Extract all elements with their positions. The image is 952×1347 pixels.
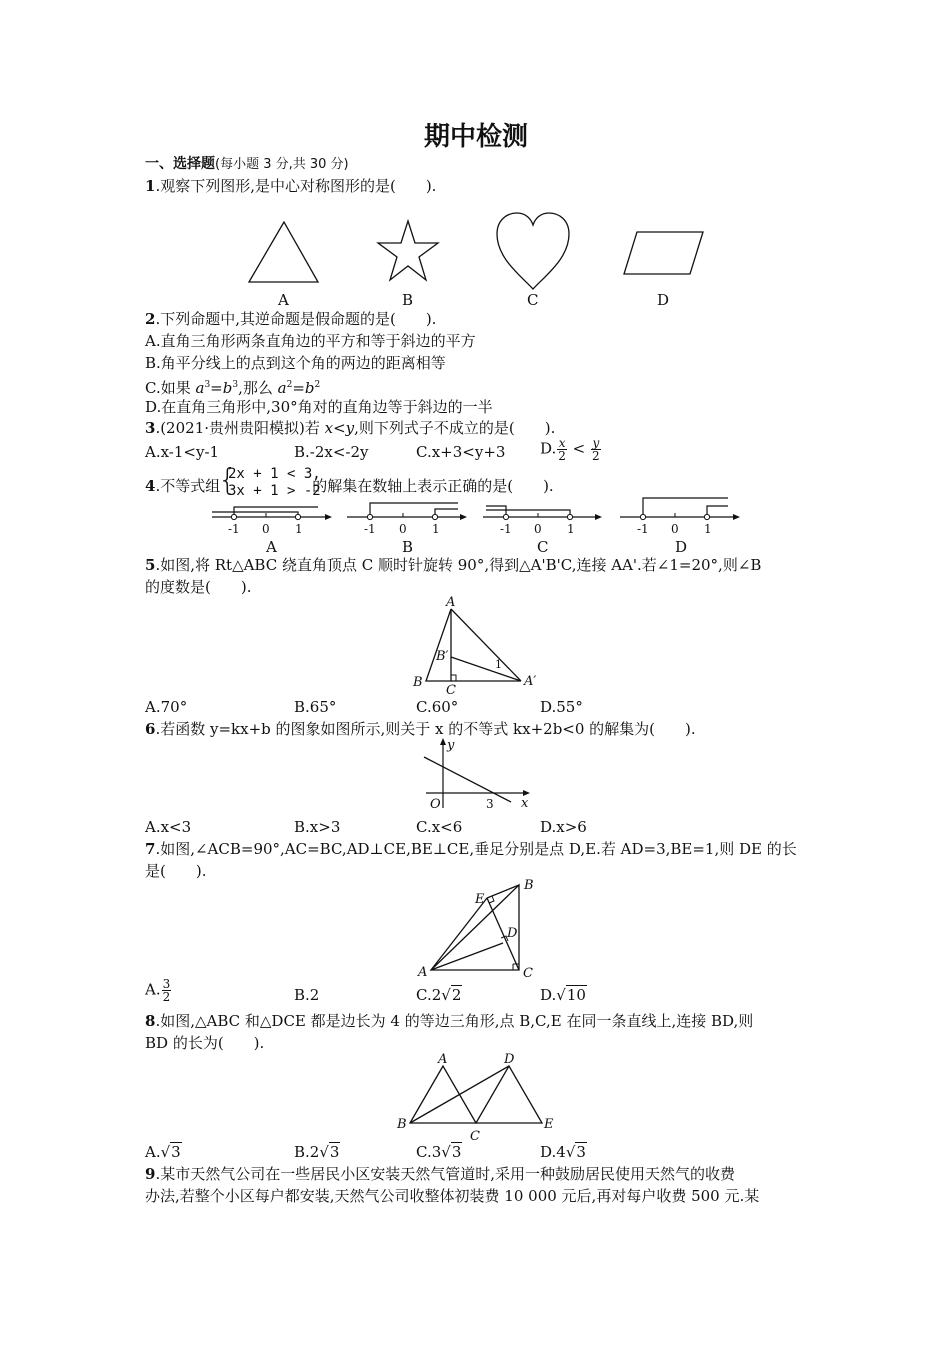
angle-label-1: 1 xyxy=(495,658,502,671)
option-a: A.x-1<y-1 xyxy=(145,443,220,461)
option-d: D.x>6 xyxy=(540,818,587,836)
option-b: B.角平分线上的点到这个角的两边的距离相等 xyxy=(145,354,446,372)
option-label-a: A xyxy=(278,291,289,309)
question-number: 1 xyxy=(145,177,156,195)
question-number: 5 xyxy=(145,556,156,574)
vertex-label-a-prime: A′ xyxy=(524,674,537,689)
tick-label: 0 xyxy=(399,522,407,536)
option-c-prefix: C.如果 xyxy=(145,379,196,397)
question-7-line-2: 是( ). xyxy=(145,862,207,880)
radicand: 3 xyxy=(576,1143,586,1161)
option-d: D.4√3 xyxy=(540,1143,586,1161)
page-title: 期中检测 xyxy=(423,122,528,152)
vertex-label-b: B xyxy=(397,1117,407,1132)
option-c-prefix: C.2 xyxy=(416,986,442,1004)
radicand: 3 xyxy=(171,1143,181,1161)
option-label-b: B xyxy=(402,538,414,556)
option-label-c: C xyxy=(537,538,549,556)
section-note: (每小题 3 分,共 30 分) xyxy=(215,157,349,172)
vertex-label-a: A xyxy=(446,595,456,610)
question-number: 6 xyxy=(145,720,156,738)
question-text: .如图,∠ACB=90°,AC=BC,AD⊥CE,BE⊥CE,垂足分别是点 D,E.若 AD=3,BE=1,则 DE 的长 xyxy=(155,840,797,858)
vertex-label-c: C xyxy=(446,683,456,698)
question-text-prefix: .不等式组 xyxy=(155,477,221,495)
option-a: A.√3 xyxy=(145,1143,181,1161)
option-d: D.在直角三角形中,30°角对的直角边等于斜边的一半 xyxy=(145,398,493,416)
option-a-prefix: A. xyxy=(145,980,161,999)
option-b-prefix: B.2 xyxy=(294,1143,320,1161)
option-c: C.2√2 xyxy=(416,986,462,1004)
vertex-label-e: E xyxy=(544,1117,554,1132)
question-5-line-2: 的度数是( ). xyxy=(145,578,252,596)
option-d-prefix: D. xyxy=(540,439,557,458)
axis-label-y: y xyxy=(447,738,455,753)
question-number: 2 xyxy=(145,310,156,328)
option-label-c: C xyxy=(527,291,539,309)
option-label-d: D xyxy=(657,291,670,309)
vertex-label-d: D xyxy=(507,926,518,941)
tick-label: -1 xyxy=(364,522,376,536)
tick-label: 1 xyxy=(704,522,712,536)
option-a-prefix: A. xyxy=(145,1143,161,1161)
question-text: .若函数 y=kx+b 的图象如图所示,则关于 x 的不等式 kx+2b<0 的解集为( ). xyxy=(155,720,696,738)
question-text: .观察下列图形,是中心对称图形的是( ). xyxy=(155,177,437,195)
system-brace: { xyxy=(218,463,238,498)
question-3: 3.(2021·贵州贵阳模拟)若 x<y,则下列式子不成立的是( ). xyxy=(145,419,556,437)
tick-label: 0 xyxy=(534,522,542,536)
inequality-1: 2x + 1 < 3, xyxy=(228,466,321,482)
question-text-suffix: ,则下列式子不成立的是( ). xyxy=(354,419,556,437)
question-9-line-2: 办法,若整个小区每户都安装,天然气公司收整体初装费 10 000 元后,再对每户收费 500 元.某 xyxy=(145,1187,760,1205)
fraction-numerator: 3 xyxy=(162,977,171,991)
option-c: C.x<6 xyxy=(416,818,463,836)
option-label-a: A xyxy=(266,538,277,556)
question-text: .如图,△ABC 和△DCE 都是边长为 4 的等边三角形,点 B,C,E 在同一条直线上,连接 BD,则 xyxy=(155,1012,754,1030)
option-label-b: B xyxy=(402,291,414,309)
inequality-2: 3x + 1 > -2 xyxy=(228,483,321,499)
option-c: C.3√3 xyxy=(416,1143,462,1161)
option-a: A.70° xyxy=(145,698,188,716)
radicand: 3 xyxy=(329,1143,340,1161)
vertex-label-a: A xyxy=(418,965,428,980)
question-8-line-2: BD 的长为( ). xyxy=(145,1034,265,1052)
question-number: 7 xyxy=(145,840,156,858)
option-c: C.x+3<y+3 xyxy=(416,443,506,461)
radicand: 3 xyxy=(451,1143,462,1161)
vertex-label-d: D xyxy=(504,1052,515,1067)
option-b: B.-2x<-2y xyxy=(294,443,369,461)
question-text: .如图,将 Rt△ABC 绕直角顶点 C 顺时针旋转 90°,得到△A'B'C,连接 AA'.若∠1=20°,则∠B xyxy=(155,556,762,574)
question-number: 4 xyxy=(145,477,156,495)
question-text-prefix: .(2021·贵州贵阳模拟)若 xyxy=(155,419,325,437)
tick-label: 1 xyxy=(432,522,440,536)
radicand: 10 xyxy=(566,986,586,1004)
tick-label: 1 xyxy=(295,522,303,536)
option-c-middle: ,那么 xyxy=(238,379,278,397)
tick-label: -1 xyxy=(637,522,649,536)
tick-label: -1 xyxy=(228,522,240,536)
vertex-label-b-prime: B′ xyxy=(436,649,449,664)
radicand: 2 xyxy=(451,986,462,1004)
option-c: C.60° xyxy=(416,698,459,716)
option-a: A.直角三角形两条直角边的平方和等于斜边的平方 xyxy=(145,332,476,350)
option-d: D. $\frac{x}{2}$ < $\frac{y}{2}$ xyxy=(540,436,600,463)
question-text-suffix: 的解集在数轴上表示正确的是( ). xyxy=(312,477,554,495)
tick-label: -1 xyxy=(500,522,512,536)
option-d-prefix: D. xyxy=(540,986,557,1004)
option-label-d: D xyxy=(675,538,688,556)
option-a: A.x<3 xyxy=(145,818,192,836)
vertex-label-c: C xyxy=(470,1129,480,1144)
axis-label-x: x xyxy=(521,796,529,811)
option-d: D.√10 xyxy=(540,986,586,1004)
vertex-label-b: B xyxy=(524,878,534,893)
option-b: B.2 xyxy=(294,986,320,1004)
vertex-label-a: A xyxy=(438,1052,448,1067)
option-c: C.如果 $a^3=b^3$,那么 $a^2=b^2$ xyxy=(145,379,321,397)
vertex-label-b: B xyxy=(413,675,423,690)
x-intercept-label: 3 xyxy=(486,797,494,811)
fraction-denominator: 2 xyxy=(162,990,171,1004)
question-number: 3 xyxy=(145,419,156,437)
question-text: .某市天然气公司在一些居民小区安装天然气管道时,采用一种鼓励居民使用天然气的收费 xyxy=(155,1165,735,1183)
tick-label: 1 xyxy=(567,522,575,536)
option-b: B.x>3 xyxy=(294,818,341,836)
vertex-label-c: C xyxy=(523,966,533,981)
section-label: 一、选择题 xyxy=(145,156,215,172)
tick-label: 0 xyxy=(262,522,270,536)
option-c-prefix: C.3 xyxy=(416,1143,442,1161)
question-number: 8 xyxy=(145,1012,156,1030)
question-9 xyxy=(145,1165,735,1183)
tick-label: 0 xyxy=(671,522,679,536)
option-b: B.65° xyxy=(294,698,337,716)
question-text: .下列命题中,其逆命题是假命题的是( ). xyxy=(155,310,437,328)
option-d: D.55° xyxy=(540,698,583,716)
option-b: B.2√3 xyxy=(294,1143,340,1161)
option-d-prefix: D.4 xyxy=(540,1143,566,1161)
question-number: 9 xyxy=(145,1165,156,1183)
origin-label: O xyxy=(430,797,441,812)
vertex-label-e: E xyxy=(475,892,485,907)
